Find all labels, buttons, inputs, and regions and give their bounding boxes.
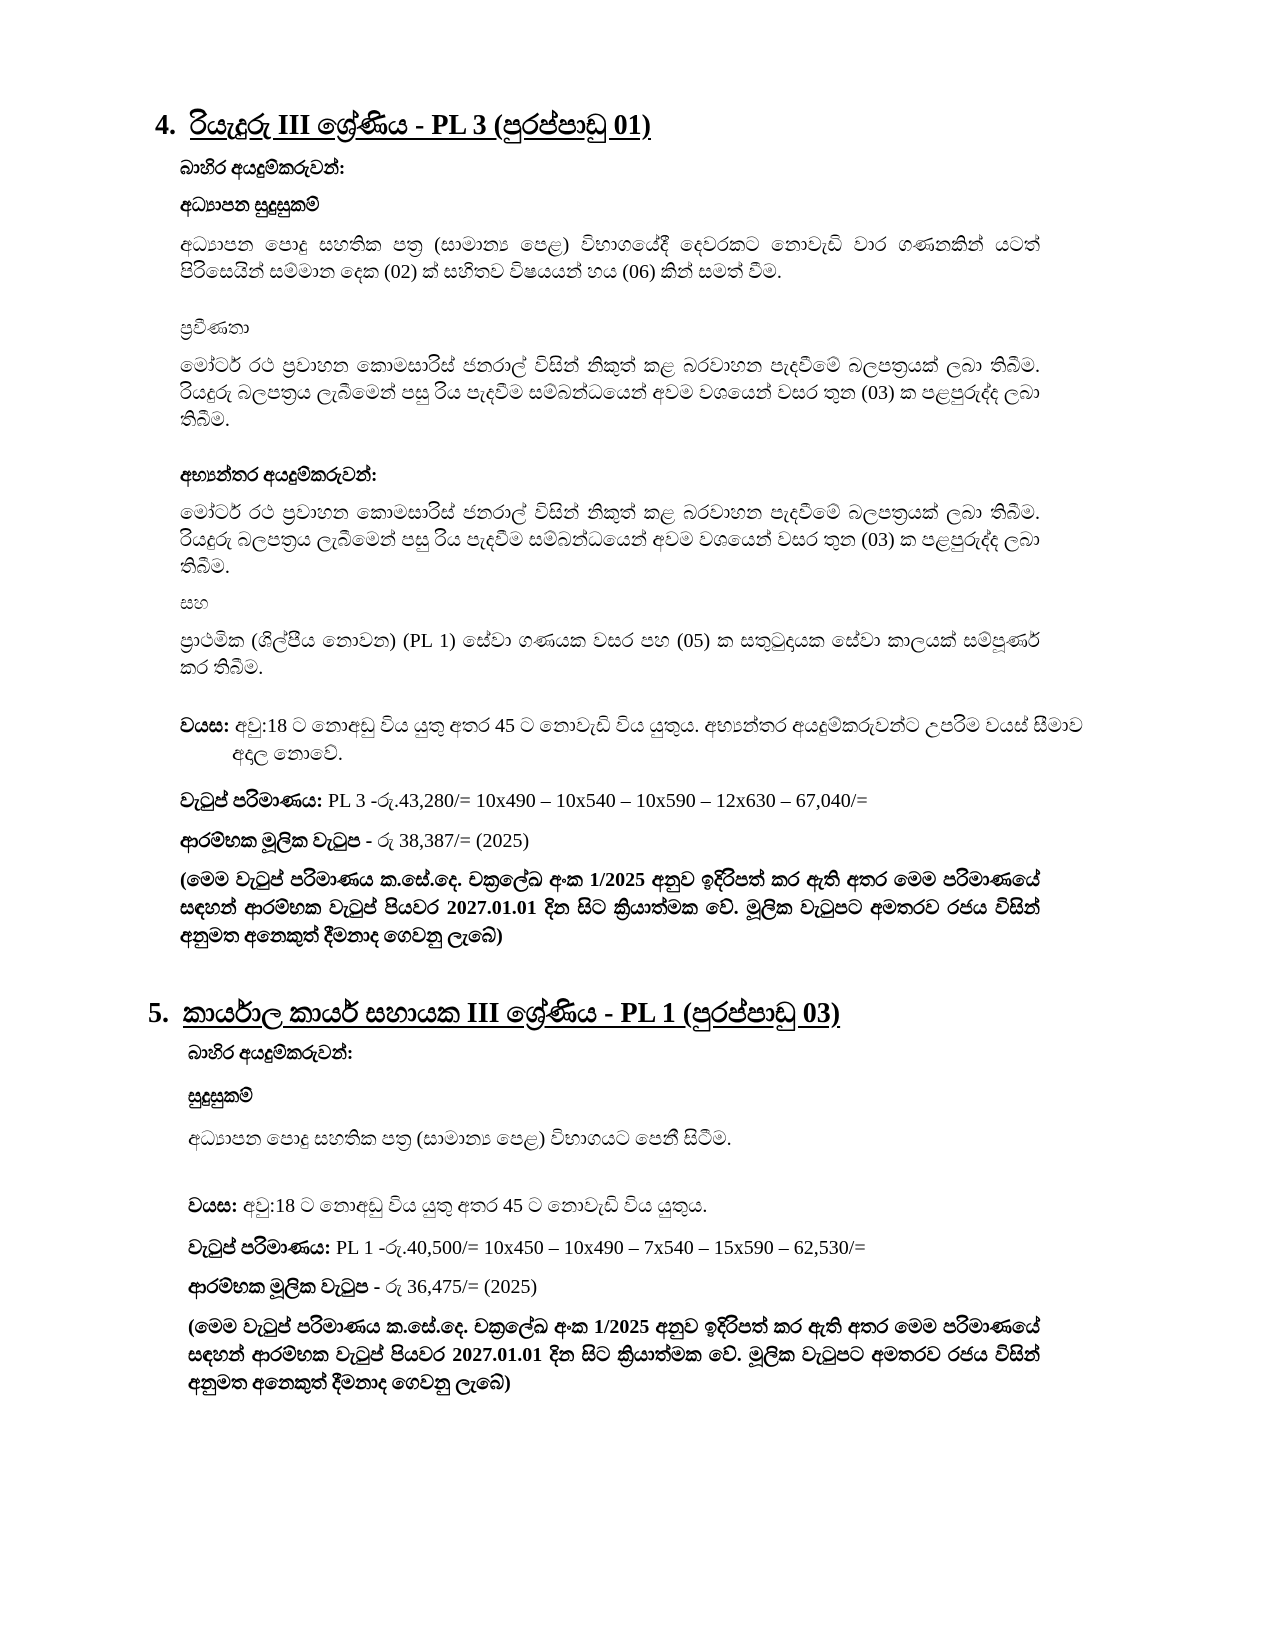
section-5-salary	[188, 1237, 866, 1260]
section-5-external-heading: බාහිර අයදුම්කරුවන්:	[188, 1043, 354, 1064]
section-4-age-text: අවු:18 ට නොඅඩු විය යුතු අතර 45 ට නොවැඩි විය යුතුය. අභ්‍යන්තර අයදුම්කරුවන්ට උපරිම වයස් සීමාව අදාල නොවේ.	[229, 715, 1084, 765]
section-4-internal-text: මෝටර් රථ ප්‍රවාහන කොමසාරිස් ජනරාල් විසින් නිකුත් කළ බරවාහන පැදවීමේ බලපත්‍රයක් ලබා තිබීම. රියදුරු බලපත්‍රය ලැබීමෙන් පසු රිය පැදවීම සම්බන්ධයෙන් අවම වශයෙන් වසර තුන (03) ක පළපුරුද්ද ලබා තිබීම.	[180, 502, 1040, 578]
section-5-age	[188, 1195, 707, 1218]
section-5-title: කාර්යාල කාර්ය සහායක III ශ්‍රේණිය - PL 1 (පුරප්පාඩු 03)	[183, 998, 841, 1029]
section-5-salary-text: PL 1 -රු.40,500/= 10x450 – 10x490 – 7x540 – 15x590 – 62,530/=	[330, 1237, 866, 1259]
section-4-age	[180, 712, 1092, 768]
section-5-salary-label: වැටුප් පරිමාණය:	[188, 1237, 331, 1259]
section-4-salary-label: වැටුප් පරිමාණය:	[180, 790, 323, 812]
section-5-qual-text: අධ්‍යාපන පොදු සහතික පත්‍ර (සාමාන්‍ය පෙළ) විභාගයට පෙනී සිටීම.	[188, 1128, 732, 1150]
section-4-internal-heading: අභ්‍යන්තර අයදුම්කරුවන්:	[180, 465, 378, 486]
section-4-basic-label: ආරම්භක මූලික වැටුප -	[180, 830, 373, 852]
section-5-basic-label: ආරම්භක මූලික වැටුප -	[188, 1276, 381, 1298]
section-5-basic-salary	[188, 1276, 537, 1299]
section-5-age-text: අවු:18 ට නොඅඩු විය යුතු අතර 45 ට නොවැඩි විය යුතුය.	[237, 1195, 708, 1217]
section-4-note: (මෙම වැටුප් පරිමාණය ක.සේ.දෙ. චක්‍රලේඛ අංක 1/2025 අනුව ඉදිරිපත් කර ඇති අතර මෙම පරිමාණයේ සඳහන් ආරම්භක වැටුප් පියවර 2027.01.01 දින සිට ක්‍රියාත්මක වේ. මූලික වැටුපට අමතරව රජය විසින් අනුමත අනෙකුත් දීමනාද ගෙවනු ලැබේ)	[180, 869, 1040, 947]
section-5-number: 5.	[148, 998, 169, 1029]
section-4-title: රියැදුරු III ශ්‍රේණිය - PL 3 (පුරප්පාඩු 01)	[190, 110, 651, 141]
section-4-education-text: අධ්‍යාපන පොදු සහතික පත්‍ර (සාමාන්‍ය පෙළ) විභාගයේදී දෙවරකට නොවැඩි වාර ගණනකින් යටත් පිරිසෙයින් සම්මාන දෙක (02) ක් සහිතව විෂයයන් හය (06) කින් සමත් වීම.	[180, 234, 1040, 283]
section-4-age-label: වයස:	[180, 715, 230, 737]
section-4-and-word: සහ	[180, 593, 209, 614]
section-4-salary-text: PL 3 -රු.43,280/= 10x490 – 10x540 – 10x590 – 12x630 – 67,040/=	[322, 790, 868, 812]
section-5-note: (මෙම වැටුප් පරිමාණය ක.සේ.දෙ. චක්‍රලේඛ අංක 1/2025 අනුව ඉදිරිපත් කර ඇති අතර මෙම පරිමාණයේ සඳහන් ආරම්භක වැටුප් පියවර 2027.01.01 දින සිට ක්‍රියාත්මක වේ. මූලික වැටුපට අමතරව රජය විසින් අනුමත අනෙකුත් දීමනාද ගෙවනු ලැබේ)	[188, 1316, 1040, 1394]
section-4-proficiency-heading: ප්‍රවීණතා	[180, 318, 250, 339]
section-4-primary-text: ප්‍රාථමික (ශිල්පීය නොවන) (PL 1) සේවා ගණයක වසර පහ (05) ක සතුටුදායක සේවා කාලයක් සම්පූර්ණ කර තිබීම.	[180, 630, 1040, 679]
section-5-age-label: වයස:	[188, 1195, 238, 1217]
section-4-salary	[180, 790, 868, 813]
section-4-basic-text: රු 38,387/= (2025)	[372, 830, 530, 852]
section-5-heading	[148, 998, 840, 1030]
section-5-basic-text: රු 36,475/= (2025)	[380, 1276, 538, 1298]
section-4-basic-salary	[180, 830, 529, 853]
section-4-external-heading: බාහිර අයදුම්කරුවන්:	[180, 158, 346, 179]
section-4-number: 4.	[155, 110, 176, 141]
section-4-heading	[155, 110, 651, 142]
section-5-qual-heading: සුදුසුකම්	[188, 1086, 253, 1107]
section-4-proficiency-text: මෝටර් රථ ප්‍රවාහන කොමසාරිස් ජනරාල් විසින් නිකුත් කළ බරවාහන පැදවීමේ බලපත්‍රයක් ලබා තිබීම. රියදුරු බලපත්‍රය ලැබීමෙන් පසු රිය පැදවීම සම්බන්ධයෙන් අවම වශයෙන් වසර තුන (03) ක පළපුරුද්ද ලබා තිබීම.	[180, 355, 1040, 431]
section-4-education-heading: අධ්‍යාපන සුදුසුකම්	[180, 195, 320, 216]
